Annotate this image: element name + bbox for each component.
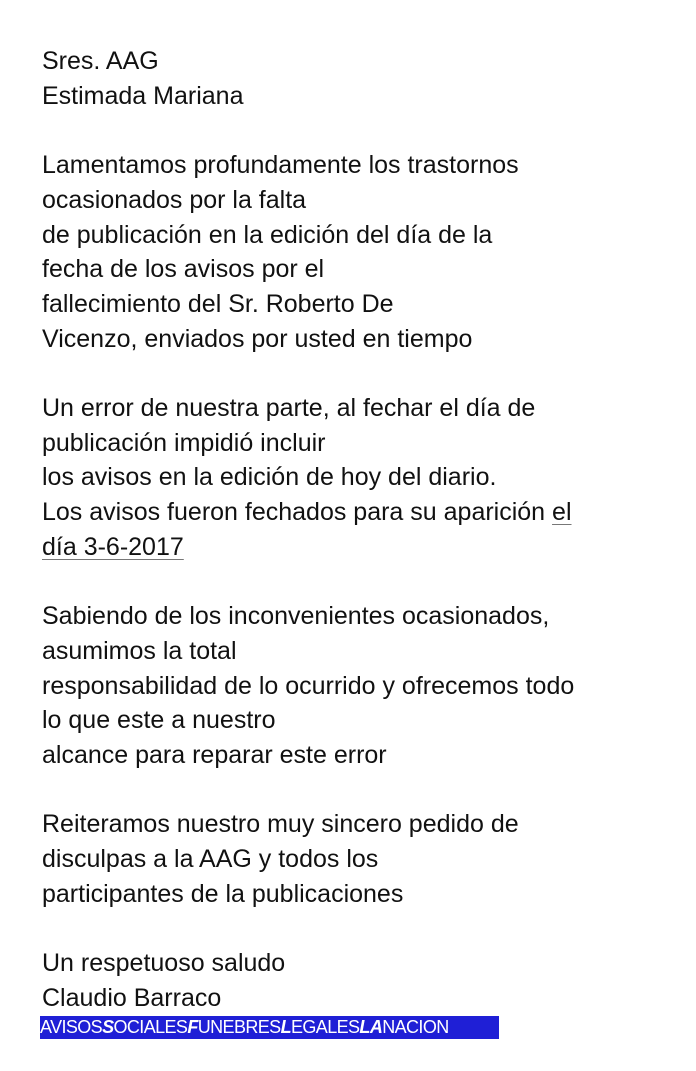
greeting-line: Estimada Mariana bbox=[42, 81, 244, 110]
paragraph-line: los avisos en la edición de hoy del diario. bbox=[42, 463, 497, 492]
signature-banner-segment: UNEBRES bbox=[197, 1017, 281, 1037]
paragraph-line: Vicenzo, enviados por usted en tiempo bbox=[42, 324, 473, 353]
paragraph-line: fecha de los avisos por el bbox=[42, 255, 325, 284]
paragraph-line bbox=[42, 530, 682, 565]
paragraph-line: Lamentamos profundamente los trastornos bbox=[42, 151, 519, 180]
paragraph-line: disculpas a la AAG y todos los bbox=[42, 845, 379, 874]
letter-body bbox=[42, 44, 682, 1016]
signature-banner-segment: NACION bbox=[382, 1017, 449, 1037]
greeting-line: Sres. AAG bbox=[42, 47, 159, 75]
paragraph-line: responsabilidad de lo ocurrido y ofrecemos todo bbox=[42, 671, 575, 700]
paragraph-line: lo que este a nuestro bbox=[42, 706, 276, 735]
email-signature-banner bbox=[40, 1016, 499, 1039]
signature-banner-segment: LA bbox=[359, 1017, 383, 1037]
paragraph-line: fallecimiento del Sr. Roberto De bbox=[42, 289, 394, 318]
paragraph-error bbox=[42, 391, 682, 565]
signature-banner-segment: EGALES bbox=[290, 1017, 360, 1037]
date-link[interactable]: día 3-6-2017 bbox=[42, 532, 184, 561]
paragraph-line: alcance para reparar este error bbox=[42, 741, 387, 770]
signature-name: Claudio Barraco bbox=[42, 983, 222, 1012]
closing-salutation: Un respetuoso saludo bbox=[42, 949, 286, 978]
signature-banner-segment: L bbox=[280, 1017, 291, 1037]
signature-banner-segment: OCIALES bbox=[113, 1017, 188, 1037]
paragraph-line: Reiteramos nuestro muy sincero pedido de bbox=[42, 810, 519, 839]
paragraph-line bbox=[42, 495, 682, 530]
paragraph-line: participantes de la publicaciones bbox=[42, 879, 404, 908]
paragraph-line: asumimos la total bbox=[42, 636, 237, 665]
paragraph-line-text: Los avisos fueron fechados para su aparición bbox=[42, 498, 553, 527]
paragraph-reiteration bbox=[42, 807, 682, 911]
signature-banner-segment: F bbox=[187, 1017, 198, 1037]
signature-banner-segment: AVISOS bbox=[40, 1017, 103, 1037]
signature-banner-segment: S bbox=[102, 1017, 114, 1037]
paragraph-line: Sabiendo de los inconvenientes ocasionados, bbox=[42, 602, 550, 631]
paragraph-line: publicación impidió incluir bbox=[42, 428, 326, 457]
greeting-block bbox=[42, 44, 682, 113]
paragraph-line: de publicación en la edición del día de la bbox=[42, 220, 493, 249]
paragraph-line: ocasionados por la falta bbox=[42, 185, 307, 214]
closing-block bbox=[42, 946, 682, 1015]
paragraph-line: Un error de nuestra parte, al fechar el día de bbox=[42, 394, 536, 422]
paragraph-responsibility bbox=[42, 599, 682, 773]
paragraph-apology bbox=[42, 148, 682, 356]
date-link[interactable]: el bbox=[552, 498, 572, 527]
